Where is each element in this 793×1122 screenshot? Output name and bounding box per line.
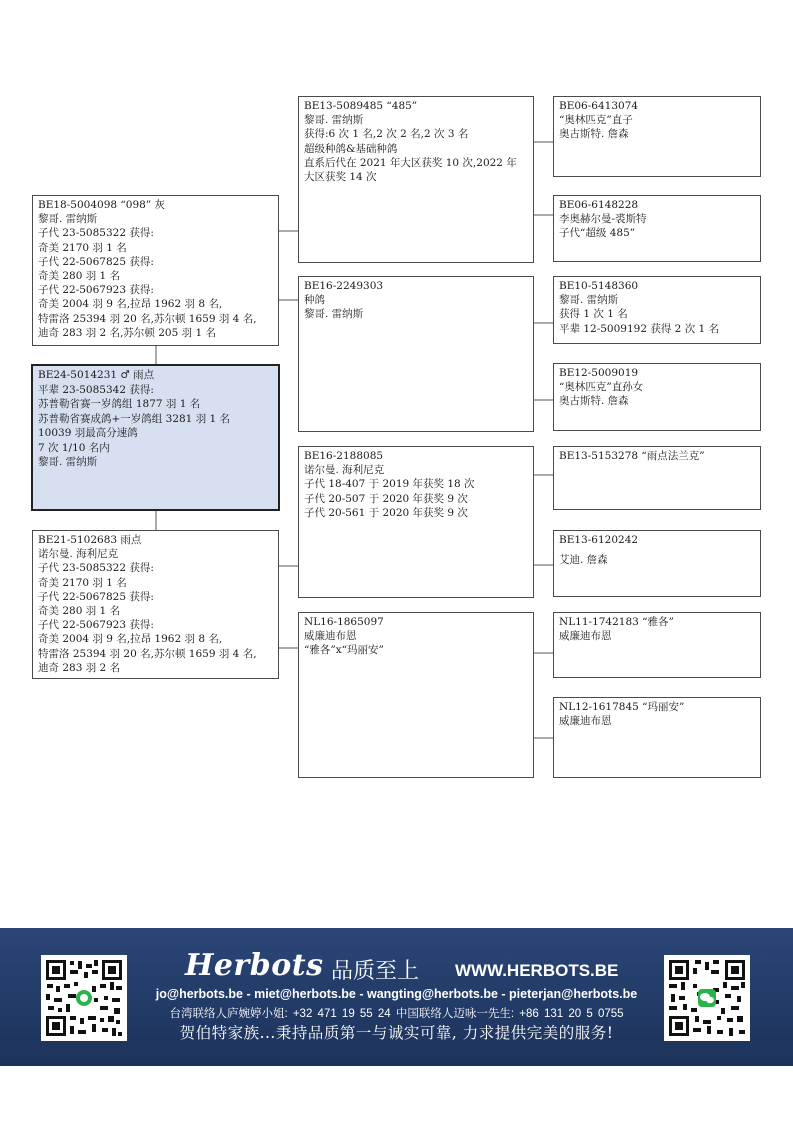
dam-line: 子代 22-5067923 获得: [38,619,154,632]
gg-line: 奥古斯特. 詹森 [559,128,629,141]
great-grandparent-box-2 [553,195,761,262]
gg-line: 李奥赫尔曼-裘斯特 [559,213,647,226]
gg-line: NL12-1617845 “玛丽安” [559,701,685,713]
sire-dam-box [298,276,534,432]
herbots-logo: Herbots [185,948,324,983]
great-grandparent-box-4 [553,363,761,431]
dam-line: 诺尔曼. 海利尼克 [38,548,119,561]
gg-line: BE06-6148228 [559,199,639,211]
gg-line: NL11-1742183 “雅各” [559,616,674,628]
dam-sire-line: 子代 20-561 于 2020 年获奖 9 次 [304,506,468,519]
sire-line: 奇美 2170 羽 1 名 [38,241,127,254]
contact-phones: 台湾联络人庐婉婷小姐: +32 471 19 55 24 中国联络人迈咏一先生: +86 131 20 5 0755 [169,1008,624,1020]
sire-line: 黎哥. 雷纳斯 [38,213,98,226]
qr-code-wechat-icon [664,955,750,1041]
family-motto: 贺伯特家族...秉持品质第一与诚实可靠, 力求提供完美的服务! [179,1024,614,1042]
dam-dam-line: “雅各”x“玛丽安” [304,644,384,657]
sire-box [32,195,279,346]
subject-line: 平辈 23-5085342 获得: [38,383,154,396]
gg-line: BE10-5148360 [559,280,639,292]
gg-line: BE13-5153278 “雨点法兰克” [559,450,705,462]
gg-line: 黎哥. 雷纳斯 [559,294,619,307]
great-grandparent-box-6 [553,530,761,597]
sire-line: 迪奇 283 羽 2 名,苏尔顿 205 羽 1 名 [38,326,216,339]
dam-sire-line: BE16-2188085 [304,450,384,462]
sire-line: 奇美 2004 羽 9 名,拉昂 1962 羽 8 名, [38,298,223,311]
sire-dam-line: 种鸽 [304,294,325,307]
gg-line: BE13-6120242 [559,534,639,546]
dam-dam-box [298,612,534,778]
dam-line: 子代 22-5067825 获得: [38,590,154,603]
brand-row [185,948,619,988]
dam-dam-line: 威廉迪布恩 [304,630,357,643]
contact-emails[interactable]: jo@herbots.be - miet@herbots.be - wangting@herbots.be - pieterjan@herbots.be [155,987,638,1001]
dam-line: 奇美 2004 羽 9 名,拉昂 1962 羽 8 名, [38,633,223,646]
dam-line: 奇美 2170 羽 1 名 [38,576,127,589]
dam-line: 子代 23-5085322 获得: [38,562,154,575]
sire-line: 奇美 280 羽 1 名 [38,270,121,283]
sire-sire-line: 黎哥. 雷纳斯 [304,114,364,127]
gg-line: 奥古斯特. 詹森 [559,395,629,408]
dam-line: BE21-5102683 雨点 [38,534,142,546]
dam-sire-line: 子代 18-407 于 2019 年获奖 18 次 [304,478,475,491]
gg-line: 获得 1 次 1 名 [559,308,628,321]
sire-sire-box [298,96,534,263]
sire-line: BE18-5004098 “098” 灰 [38,199,166,211]
great-grandparent-box-3 [553,276,761,344]
gg-line: BE06-6413074 [559,100,639,112]
dam-box [32,530,279,679]
great-grandparent-box-5 [553,446,761,510]
great-grandparent-box-7 [553,612,761,678]
gg-line: BE12-5009019 [559,367,639,379]
gg-line: 艾迪. 詹森 [559,554,608,567]
website-link[interactable]: WWW.HERBOTS.BE [455,961,619,980]
dam-line: 迪奇 283 羽 2 名 [38,661,121,674]
dam-sire-line: 子代 20-507 于 2020 年获奖 9 次 [304,492,468,505]
subject-line: 10039 羽最高分速鸽 [38,427,138,439]
sire-sire-line: BE13-5089485 “485” [304,100,418,112]
dam-line: 特雷洛 25394 羽 20 名,苏尔顿 1659 羽 4 名, [38,647,257,660]
sire-sire-line: 大区获奖 14 次 [304,171,377,184]
gg-line: “奥林匹克”直孙女 [559,381,644,394]
gg-line: 子代“超级 485” [559,227,636,240]
sire-line: 子代 22-5067923 获得: [38,284,154,297]
dam-sire-box [298,446,534,598]
subject-line: BE24-5014231 ♂ 雨点 [38,369,155,381]
gg-line: 威廉迪布恩 [559,715,612,728]
sire-sire-line: 获得:6 次 1 名,2 次 2 名,2 次 3 名 [304,128,469,141]
gg-line: 平辈 12-5009192 获得 2 次 1 名 [559,322,720,335]
sire-sire-line: 直系后代在 2021 年大区获奖 10 次,2022 年 [304,156,517,169]
sire-dam-line: 黎哥. 雷纳斯 [304,308,364,321]
subject-line: 苏普勒省赛成鸽+一岁鸽组 3281 羽 1 名 [38,412,231,425]
subject-line: 7 次 1/10 名内 [38,441,110,454]
footer-banner [0,928,793,1066]
great-grandparent-box-1 [553,96,761,177]
sire-line: 子代 22-5067825 获得: [38,255,154,268]
sire-sire-line: 超级种鸽&基础种鸽 [304,142,398,155]
gg-line: “奥林匹克”直子 [559,114,633,127]
dam-dam-line: NL16-1865097 [304,616,384,628]
dam-sire-line: 诺尔曼. 海利尼克 [304,464,385,477]
gg-line: 威廉迪布恩 [559,630,612,643]
sire-dam-line: BE16-2249303 [304,280,384,292]
brand-slogan: 品质至上 [331,959,420,984]
great-grandparent-box-8 [553,697,761,778]
dam-line: 奇美 280 羽 1 名 [38,605,121,618]
subject-line: 黎哥. 雷纳斯 [38,456,98,468]
sire-line: 子代 23-5085322 获得: [38,227,154,240]
subject-line: 苏普勒省赛一岁鸽组 1877 羽 1 名 [38,398,201,410]
subject-box [31,364,280,511]
sire-line: 特雷洛 25394 羽 20 名,苏尔顿 1659 羽 4 名, [38,312,257,325]
